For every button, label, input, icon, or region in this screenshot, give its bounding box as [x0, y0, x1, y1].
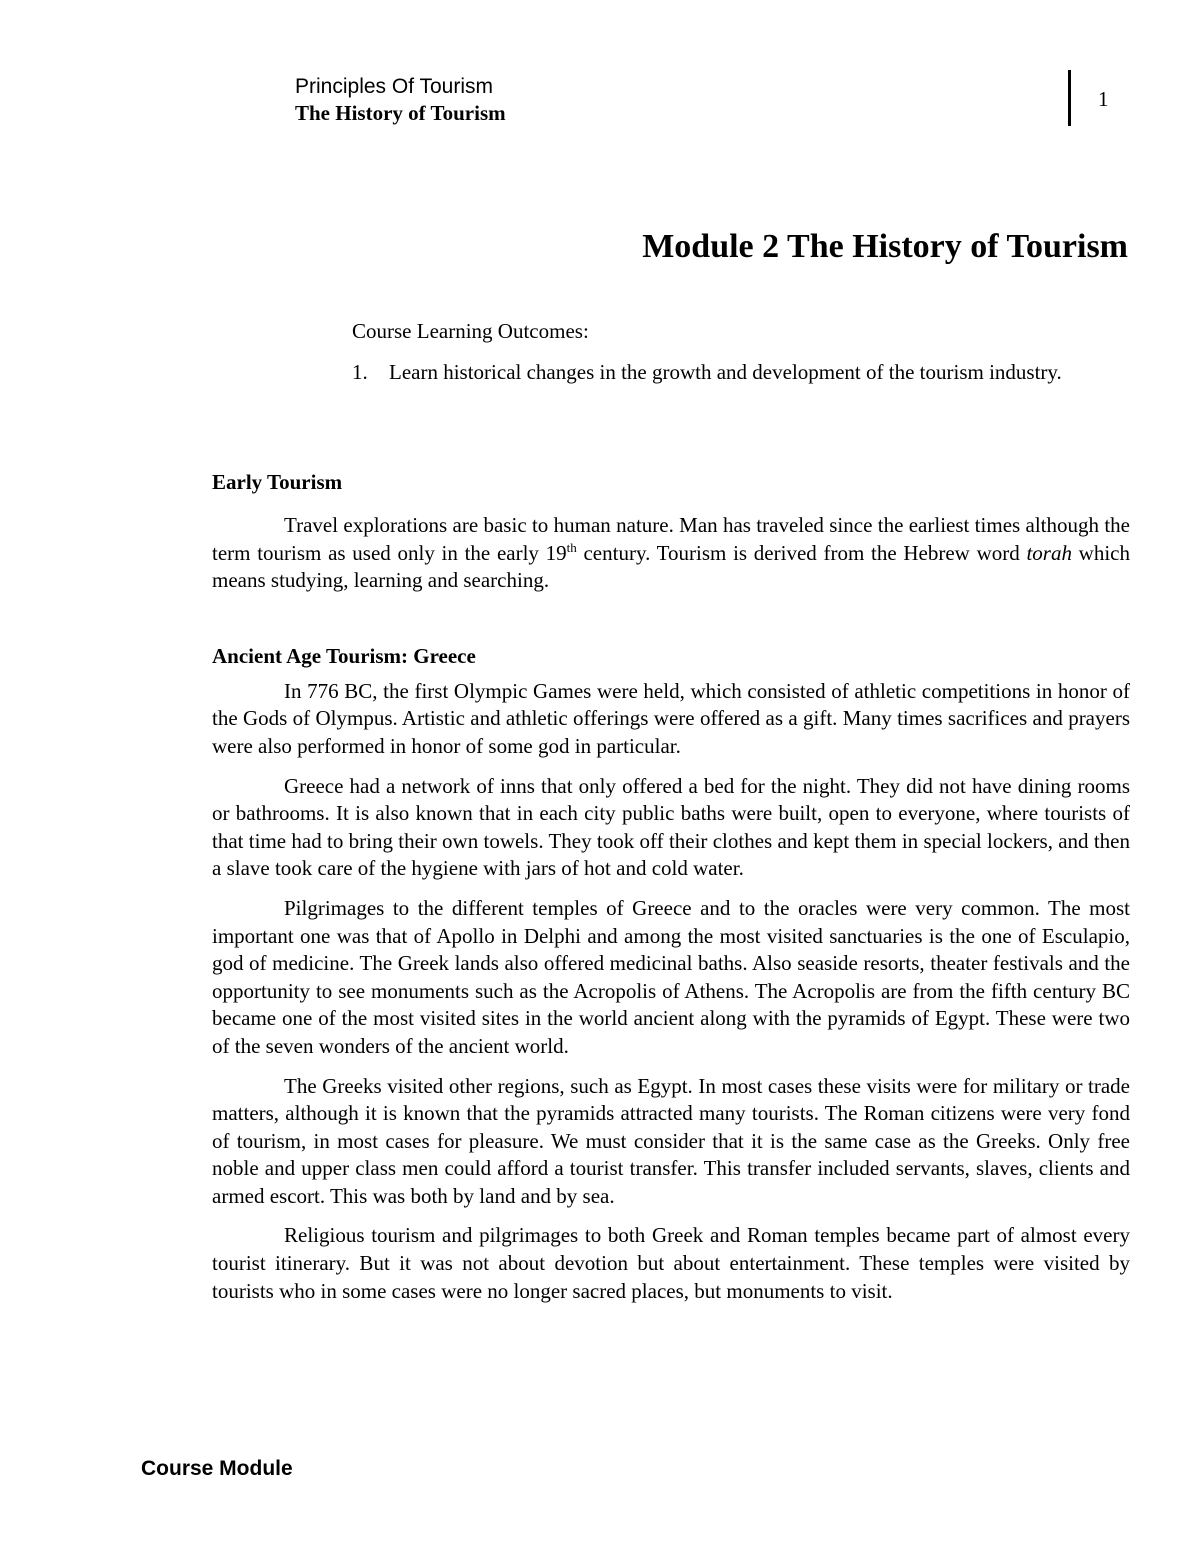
page-number: 1: [1098, 87, 1109, 111]
section-heading-early-tourism: Early Tourism: [212, 470, 343, 494]
header-course-title: Principles Of Tourism: [295, 75, 494, 98]
paragraph-pilgrimages: Pilgrimages to the different temples of Greece and to the oracles were very common. The most important one was that of Apollo in Delphi and among the most visited sanctuaries is the one of Esculapio, god of medicine. The Greek lands also offered medicinal baths. Also seaside resorts, theater festivals and the opportunity to see monuments such as the Acropolis of Athens. The Acropolis are from the fifth century BC became one of the most visited sites in the world ancient along with the pyramids of Egypt. These were two of the seven wonders of the ancient world.: [212, 895, 1130, 1058]
outcome-number: 1.: [352, 360, 368, 384]
outcomes-heading: Course Learning Outcomes:: [352, 319, 589, 343]
italic-term: torah: [1026, 540, 1072, 565]
module-title: Module 2 The History of Tourism: [642, 228, 1128, 265]
paragraph-text: Travel explorations are basic to human nature. Man has traveled since the earliest times although the term tourism as used only in the early 19: [212, 513, 1130, 565]
outcome-item: [352, 359, 1112, 386]
paragraph-olympic-games: In 776 BC, the first Olympic Games were held, which consisted of athletic competitions in honor of the Gods of Olympus. Artistic and athletic offerings were offered as a gift. Many times sacrifices and prayers were also performed in honor of some god in particular.: [212, 678, 1130, 758]
outcome-list: [352, 359, 1112, 386]
header-divider: [1068, 70, 1071, 126]
footer-label: Course Module: [141, 1457, 293, 1480]
document-body: [212, 466, 1130, 1305]
section-heading-ancient-greece: Ancient Age Tourism: Greece: [212, 643, 476, 668]
paragraph-text: century. Tourism is derived from the Hebrew word: [576, 540, 1027, 565]
paragraph-early-tourism: [212, 512, 1130, 595]
paragraph-inns: Greece had a network of inns that only offered a bed for the night. They did not have dining rooms or bathrooms. It is also known that in each city public baths were built, open to everyone, where tourists of that time had to bring their own towels. They took off their clothes and kept them in special lockers, and then a slave took care of the hygiene with jars of hot and cold water.: [212, 773, 1130, 881]
superscript-ordinal: th: [566, 539, 577, 555]
paragraph-religious-tourism: Religious tourism and pilgrimages to both Greek and Roman temples became part of almost every tourist itinerary. But it was not about devotion but about entertainment. These temples were visited by tourists who in some cases were no longer sacred places, but monuments to visit.: [212, 1223, 1130, 1303]
paragraph-greeks-visited: The Greeks visited other regions, such as Egypt. In most cases these visits were for military or trade matters, although it is known that the pyramids attracted many tourists. The Roman citizens were very fond of tourism, in most cases for pleasure. We must consider that it is the same case as the Greeks. Only free noble and upper class men could afford a tourist transfer. This transfer included servants, slaves, clients and armed escort. This was both by land and by sea.: [212, 1073, 1130, 1208]
outcome-text: Learn historical changes in the growth and development of the tourism industry.: [389, 360, 1062, 384]
header-subtitle: The History of Tourism: [295, 101, 506, 125]
paragraph-text: which means studying, learning and searching.: [212, 540, 1130, 593]
